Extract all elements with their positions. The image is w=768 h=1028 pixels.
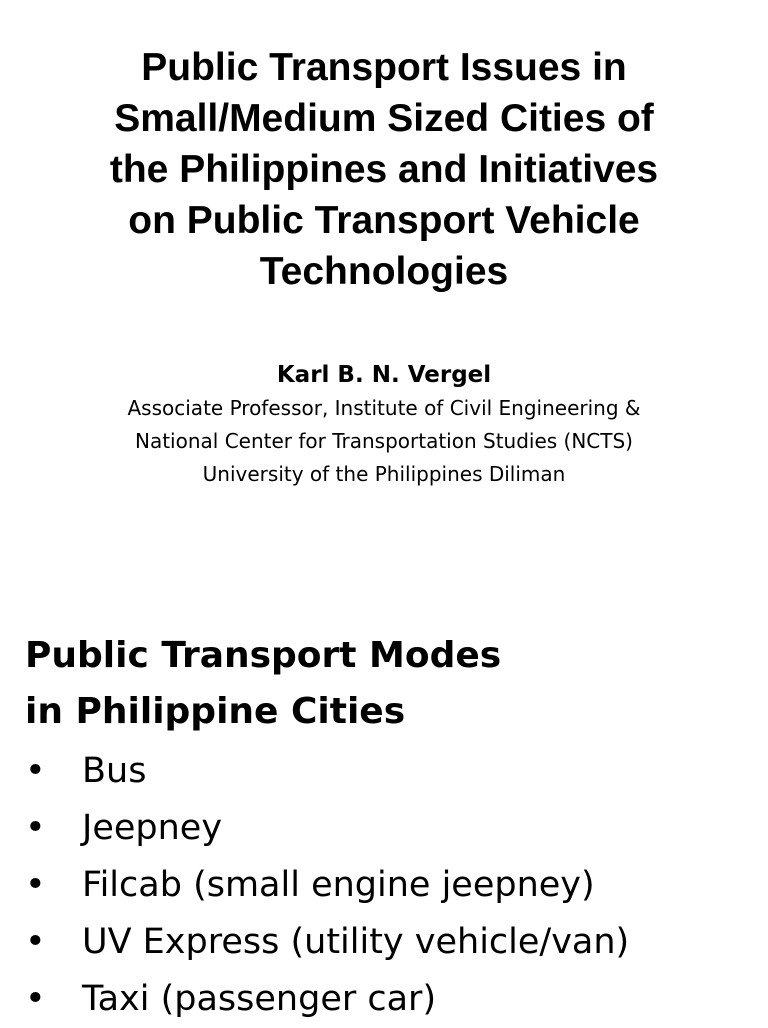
heading-line: Public Transport Modes <box>25 635 502 676</box>
list-item <box>25 971 629 1028</box>
list-item-text: Filcab (small engine jeepney) <box>82 865 595 905</box>
list-item-text: Jeepney <box>82 808 223 848</box>
author-name: Karl B. N. Vergel <box>276 362 492 388</box>
presentation-title <box>40 42 728 297</box>
list-item <box>25 800 629 857</box>
affiliation-line: University of the Philippines Diliman <box>202 462 566 486</box>
bullet-icon: • <box>25 979 46 1019</box>
bullet-icon: • <box>25 751 46 791</box>
bullet-icon: • <box>25 922 46 962</box>
affiliation-line: Associate Professor, Institute of Civil Engineering & <box>127 396 641 420</box>
list-item-text: Taxi (passenger car) <box>82 979 437 1019</box>
slide-heading <box>25 628 501 740</box>
bullet-icon: • <box>25 865 46 905</box>
author-block <box>30 358 738 491</box>
list-item-text: Bus <box>82 751 147 791</box>
title-line: the Philippines and Initiatives <box>109 148 659 191</box>
list-item <box>25 743 629 800</box>
title-line: on Public Transport Vehicle <box>128 199 640 242</box>
list-item <box>25 914 629 971</box>
title-line: Small/Medium Sized Cities of <box>114 97 654 140</box>
list-item-text: UV Express (utility vehicle/van) <box>82 922 630 962</box>
content-slide <box>0 600 768 1024</box>
affiliation-line: National Center for Transportation Studies (NCTS) <box>135 429 633 453</box>
bullet-icon: • <box>25 808 46 848</box>
list-item <box>25 857 629 914</box>
title-line: Technologies <box>259 250 509 293</box>
heading-line: in Philippine Cities <box>25 691 406 732</box>
title-line: Public Transport Issues in <box>141 46 627 89</box>
transport-modes-list <box>25 743 629 1028</box>
